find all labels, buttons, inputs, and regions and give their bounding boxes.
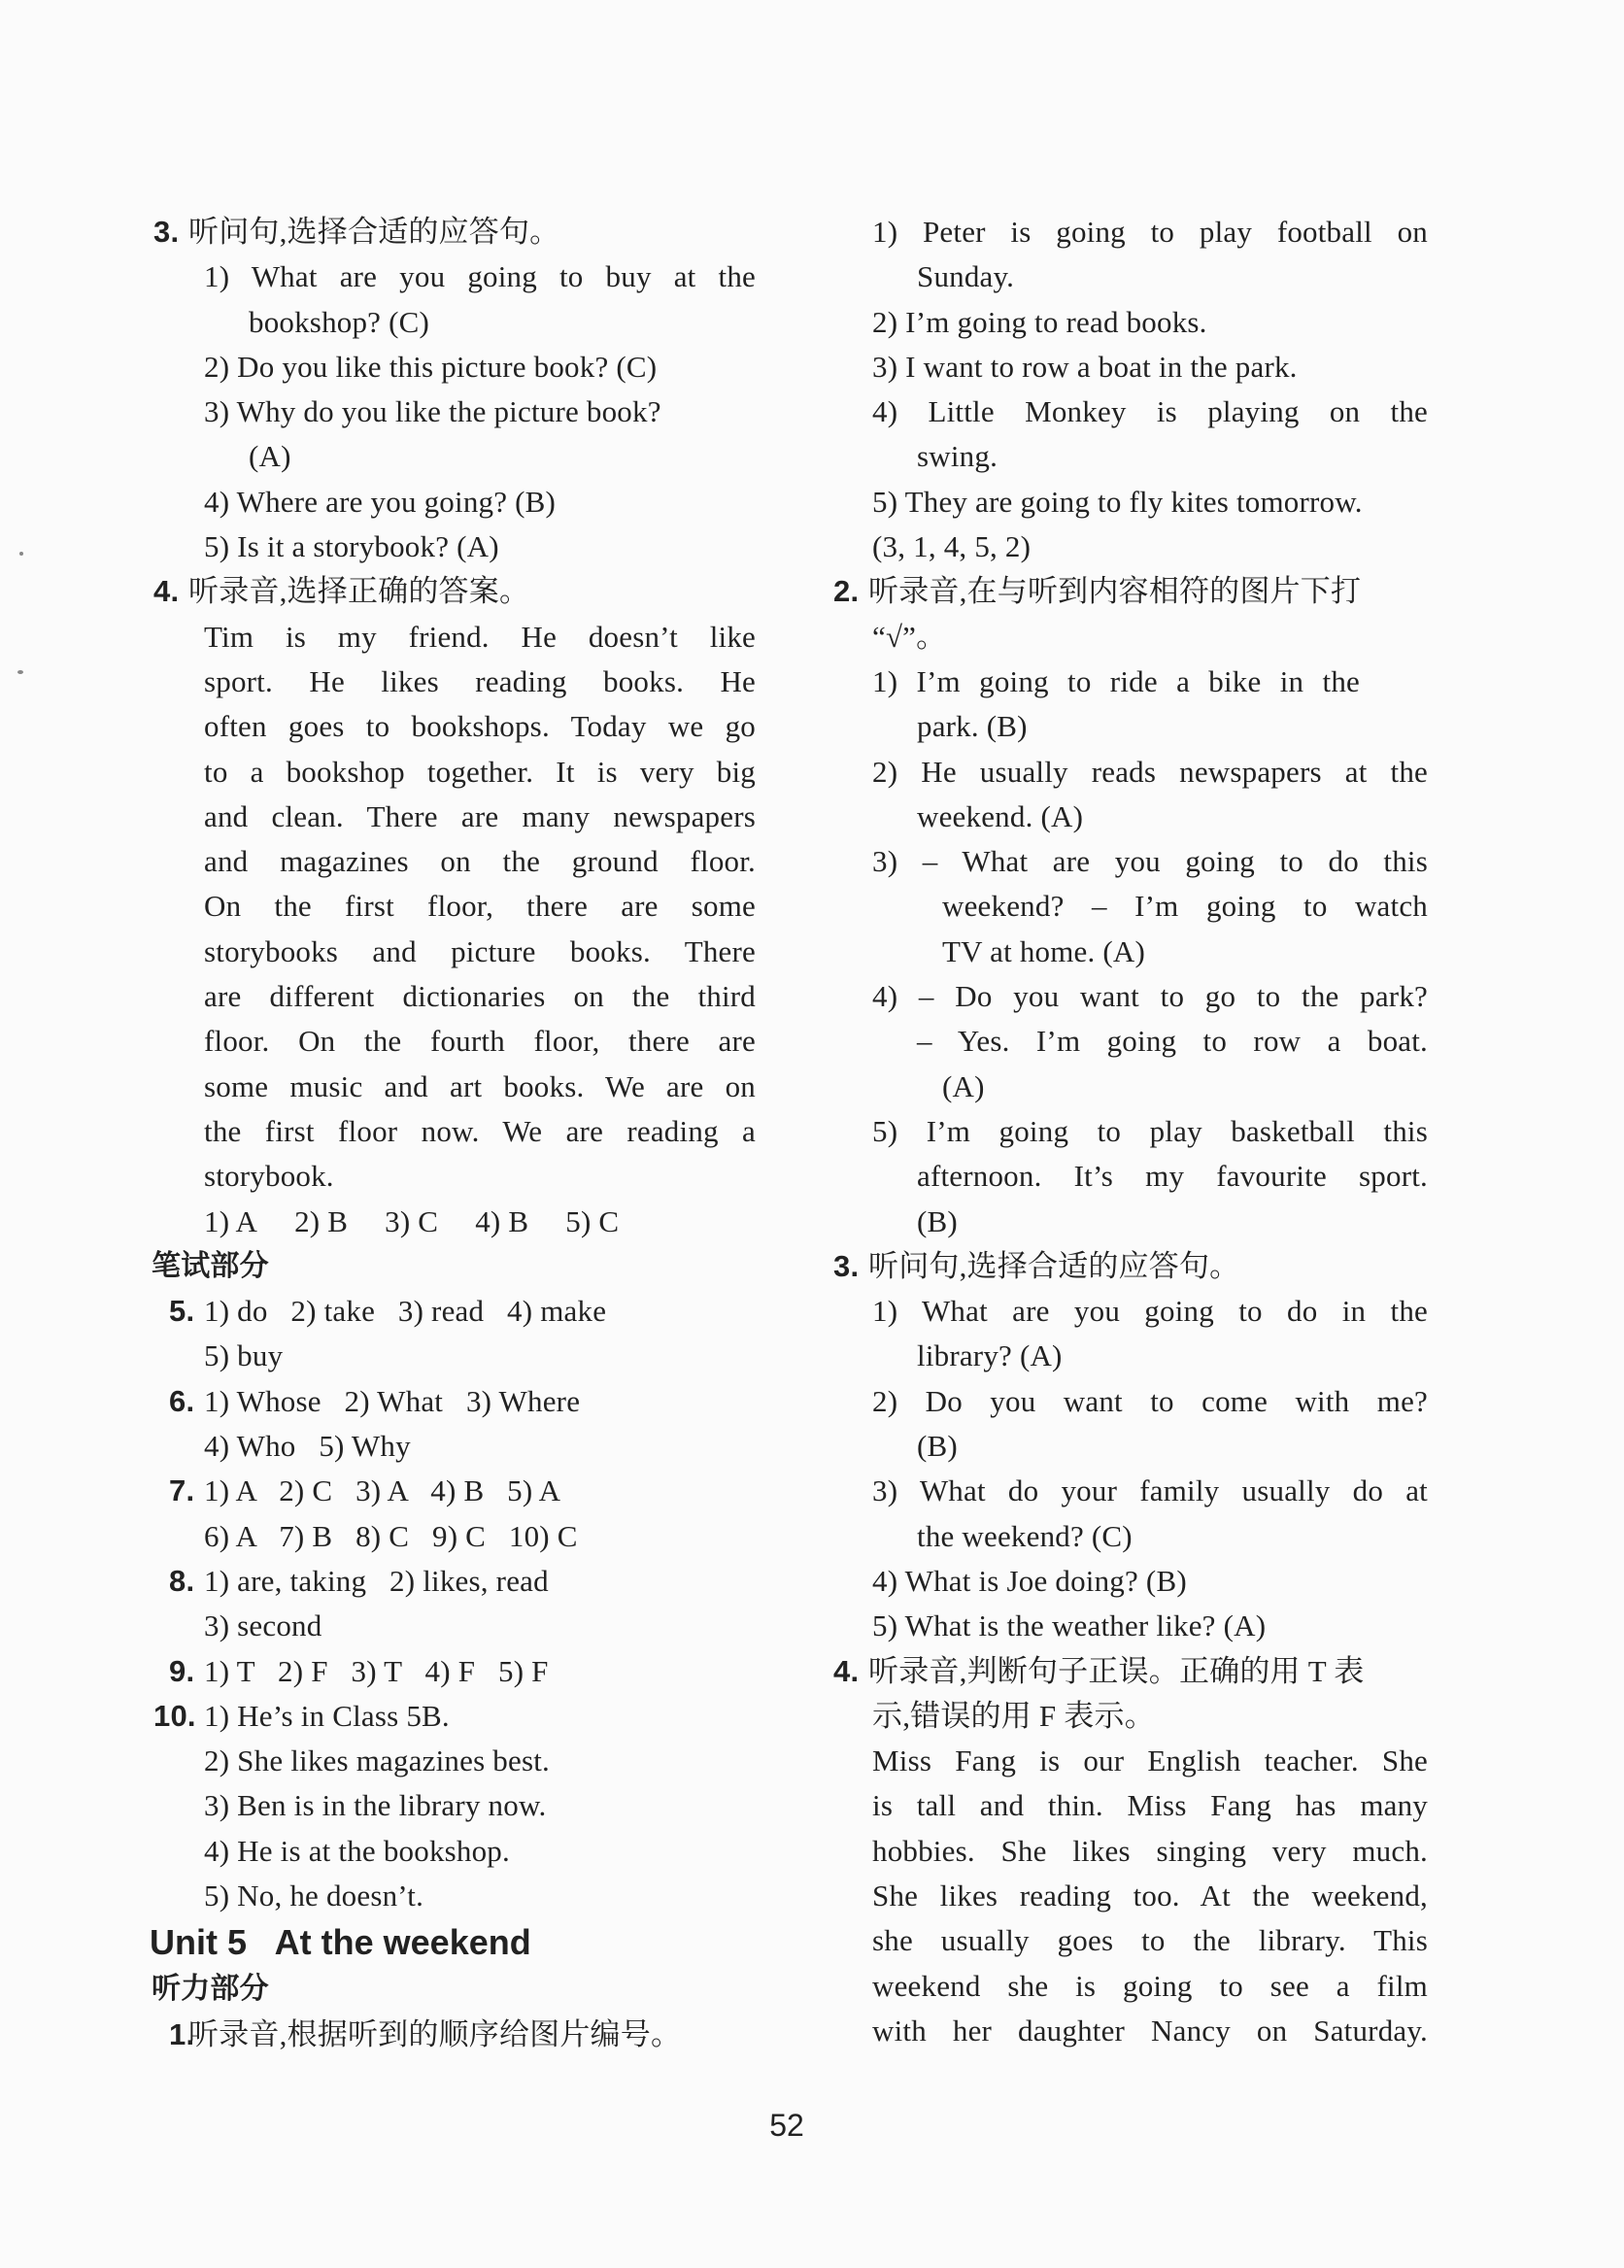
question-number: 3. [153, 215, 180, 249]
answer: 4) B [475, 1203, 529, 1238]
question-4-title [153, 569, 756, 614]
answer-line: 3) Ben is in the library now. [204, 1788, 547, 1823]
answer-line: 2) I’m going to read books. [872, 304, 1207, 339]
passage-line: the first floor now. We are reading a [204, 1113, 756, 1148]
question-9 [153, 1649, 756, 1694]
question-10 [153, 1694, 756, 1739]
answer-line: 1) T 2) F 3) T 4) F 5) F [204, 1653, 549, 1688]
answer: 3) C [385, 1203, 439, 1238]
question-3-title [153, 210, 756, 254]
question-4-title [833, 1649, 1428, 1694]
question-number: 2. [833, 574, 860, 609]
question-number: 1. [169, 2016, 195, 2051]
question-title: 听录音,判断句子正误。正确的用 T 表 [868, 1653, 1365, 1688]
answer-line: – Yes. I’m going to row a boat. [917, 1024, 1428, 1059]
answer-line: 5) buy [204, 1338, 284, 1373]
passage-line: On the first floor, there are some [204, 889, 756, 924]
question-number: 3. [833, 1248, 860, 1283]
passage-line: sport. He likes reading books. He [204, 663, 756, 698]
passage-line: is tall and thin. Miss Fang has many [872, 1788, 1428, 1823]
answer-line: 5) What is the weather like? (A) [872, 1608, 1267, 1643]
question-2-title [833, 569, 1428, 614]
passage-line: floor. On the fourth floor, there are [204, 1024, 756, 1059]
answer: 2) B [294, 1203, 349, 1238]
question-3-title [833, 1244, 1428, 1289]
answer-line: library? (A) [917, 1338, 1063, 1373]
passage-line: are different dictionaries on the third [204, 979, 756, 1014]
answer-line: 1) A 2) C 3) A 4) B 5) A [204, 1473, 561, 1508]
question-1-title [153, 2013, 756, 2057]
answer-line: 1) He’s in Class 5B. [204, 1698, 450, 1733]
question-8 [153, 1559, 756, 1604]
unit-title: Unit 5 At the weekend [150, 1922, 531, 1963]
answer-line: 2) Do you want to come with me? [872, 1383, 1428, 1418]
answer-line: 4) He is at the bookshop. [204, 1833, 510, 1868]
passage-line: storybook. [204, 1159, 334, 1194]
question-5 [153, 1289, 756, 1334]
question-number: 4. [833, 1653, 860, 1688]
answer-line: 1) What are you going to do in the [872, 1294, 1428, 1329]
passage-line: often goes to bookshops. Today we go [204, 709, 756, 744]
left-column [150, 210, 756, 2057]
answer-row [153, 1200, 756, 1244]
answer-line: 1) Whose 2) What 3) Where [204, 1383, 581, 1418]
answer-line: swing. [917, 439, 998, 474]
answer-line: 6) A 7) B 8) C 9) C 10) C [204, 1518, 578, 1553]
right-column [833, 210, 1428, 2053]
answer-line: 1) do 2) take 3) read 4) make [204, 1294, 607, 1329]
passage-line: and magazines on the ground floor. [204, 844, 756, 879]
answer-line: 5) Is it a storybook? (A) [204, 529, 499, 564]
answer-line: Sunday. [917, 259, 1015, 294]
scan-speck [17, 670, 23, 674]
passage-line: Miss Fang is our English teacher. She [872, 1743, 1428, 1778]
passage-line: weekend she is going to see a film [872, 1968, 1428, 2003]
answer-line: 1) I’m going to ride a bike in the [872, 663, 1360, 698]
answer-line: (B) [917, 1203, 958, 1238]
answer-line: (A) [249, 439, 291, 474]
question-title: 听录音,选择正确的答案。 [188, 574, 530, 609]
answer-line: 4) What is Joe doing? (B) [872, 1563, 1187, 1598]
answer-line: 5) I’m going to play basketball this [872, 1113, 1428, 1148]
answer: 5) C [565, 1203, 620, 1238]
question-title: 听录音,在与听到内容相符的图片下打 [868, 574, 1362, 609]
passage-line: and clean. There are many newspapers [204, 798, 756, 833]
answer-line: 1) are, taking 2) likes, read [204, 1563, 549, 1598]
answer-line: afternoon. It’s my favourite sport. [917, 1159, 1428, 1194]
passage-line: She likes reading too. At the weekend, [872, 1878, 1428, 1913]
answer-line: TV at home. (A) [942, 933, 1146, 968]
answer-line: 3) – What are you going to do this [872, 844, 1428, 879]
answer-line: 3) I want to row a boat in the park. [872, 349, 1298, 384]
question-number: 10. [153, 1698, 196, 1733]
answer-line: weekend. (A) [917, 798, 1084, 833]
answer-line: 1) What are you going to buy at the [204, 259, 756, 294]
answer-line: (B) [917, 1429, 958, 1464]
answer-line: 4) Where are you going? (B) [204, 484, 557, 519]
question-title: 听问句,选择合适的应答句。 [868, 1248, 1240, 1283]
answer-line: 3) What do your family usually do at [872, 1473, 1428, 1508]
passage-line: storybooks and picture books. There [204, 933, 756, 968]
question-number: 5. [169, 1294, 195, 1329]
question-title: 听录音,根据听到的顺序给图片编号。 [188, 2016, 682, 2051]
passage-line: Tim is my friend. He doesn’t like [204, 619, 756, 654]
answer-line: (A) [942, 1068, 985, 1103]
passage-line: some music and art books. We are on [204, 1068, 756, 1103]
answer: 1) A [204, 1203, 258, 1238]
answer-line: 5) They are going to fly kites tomorrow. [872, 484, 1363, 519]
question-title: “√”。 [872, 619, 947, 654]
answer-line: 4) – Do you want to go to the park? [872, 979, 1428, 1014]
answer-line: weekend? – I’m going to watch [942, 889, 1428, 924]
answer-line: 4) Who 5) Why [204, 1429, 411, 1464]
answer-line: 2) Do you like this picture book? (C) [204, 349, 658, 384]
passage-line: she usually goes to the library. This [872, 1923, 1428, 1958]
answer-line: the weekend? (C) [917, 1518, 1133, 1553]
answer-line: 1) Peter is going to play football on [872, 215, 1428, 249]
scan-speck [19, 552, 23, 556]
answer-line: 5) No, he doesn’t. [204, 1878, 424, 1913]
question-title: 听问句,选择合适的应答句。 [188, 215, 560, 249]
answer-line: bookshop? (C) [249, 304, 429, 339]
answer-line: 2) He usually reads newspapers at the [872, 754, 1428, 789]
question-title: 示,错误的用 F 表示。 [872, 1698, 1155, 1733]
answer-line: park. (B) [917, 709, 1028, 744]
written-section-heading: 笔试部分 [152, 1248, 269, 1283]
question-number: 9. [169, 1653, 195, 1688]
answer-key: (3, 1, 4, 5, 2) [872, 529, 1032, 564]
passage-line: hobbies. She likes singing very much. [872, 1833, 1428, 1868]
answer-line: 3) second [204, 1608, 322, 1643]
question-number: 6. [169, 1383, 195, 1418]
question-number: 8. [169, 1563, 195, 1598]
answer-line: 4) Little Monkey is playing on the [872, 394, 1428, 429]
page-number: 52 [769, 2108, 804, 2143]
answer-line: 3) Why do you like the picture book? [204, 394, 661, 429]
passage-line: to a bookshop together. It is very big [204, 754, 756, 789]
question-7 [153, 1469, 756, 1513]
passage-line: with her daughter Nancy on Saturday. [872, 2013, 1428, 2048]
question-number: 4. [153, 574, 180, 609]
listening-section-heading: 听力部分 [152, 1972, 269, 2007]
question-6 [153, 1379, 756, 1424]
answer-line: 2) She likes magazines best. [204, 1743, 550, 1778]
question-number: 7. [169, 1473, 195, 1508]
